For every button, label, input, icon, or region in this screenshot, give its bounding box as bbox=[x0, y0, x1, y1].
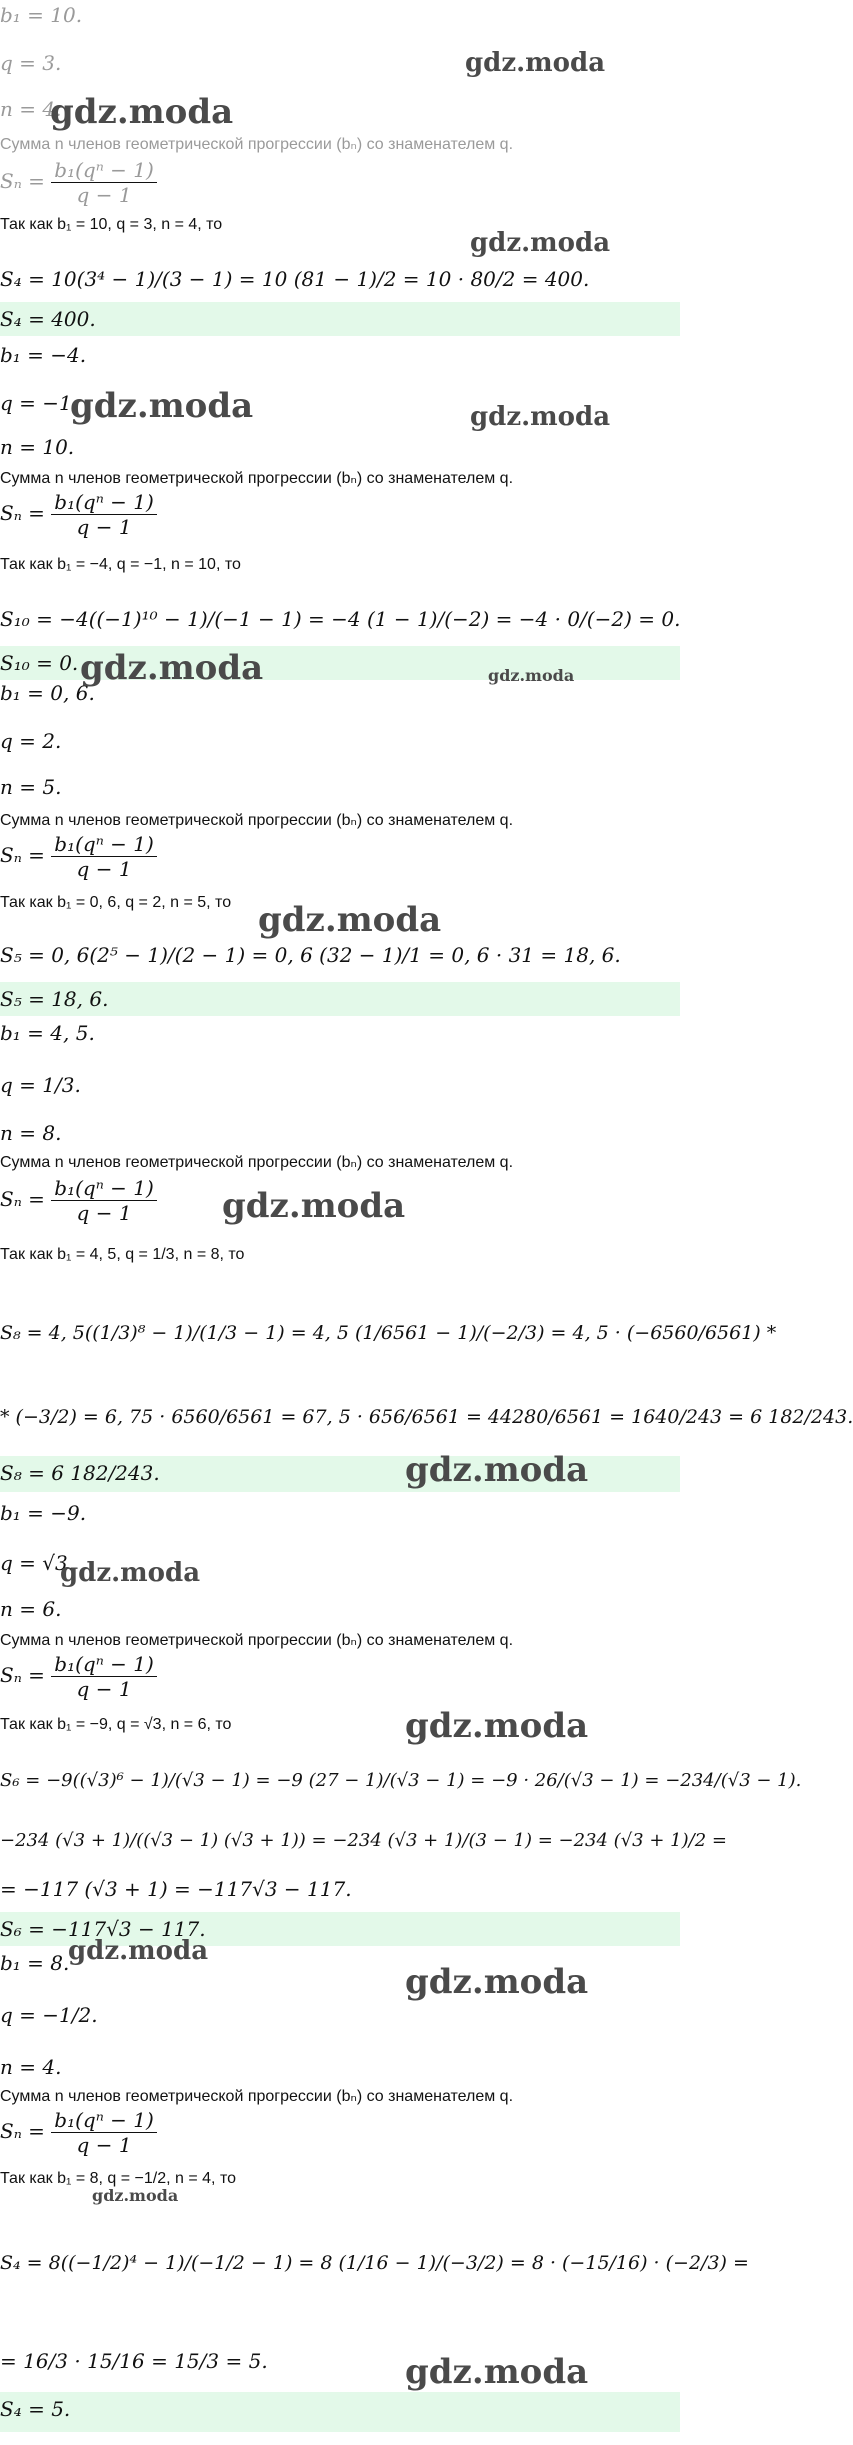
calculation-continued: * (−3/2) = 6, 75 · 6560/6561 = 67, 5 · 656/6561 = 44280/6561 = 1640/243 = 6 182/243. bbox=[0, 1406, 853, 1428]
sum-formula: Sₙ = $\frac{\text{b₁(qⁿ − 1)}}{q - 1}$ bbox=[0, 1652, 157, 1701]
given-line: Так как b₁ = 10, q = 3, n = 4, то bbox=[0, 216, 223, 233]
q-value: q = 1/3. bbox=[0, 1073, 81, 1097]
sum-formula: Sₙ = $\frac{\text{b₁(qⁿ − 1)}}{q - 1}$ bbox=[0, 1176, 157, 1225]
watermark: gdz.moda bbox=[80, 648, 264, 688]
answer-band bbox=[0, 2392, 680, 2432]
given-line: Так как b₁ = −9, q = √3, n = 6, то bbox=[0, 1716, 232, 1733]
b1-value: b₁ = 8. bbox=[0, 1951, 70, 1975]
problem-3 bbox=[0, 680, 680, 1020]
given-line: Так как b₁ = 4, 5, q = 1/3, n = 8, то bbox=[0, 1246, 245, 1263]
calculation: S₄ = 8((−1/2)⁴ − 1)/(−1/2 − 1) = 8 (1/16 − 1)/(−3/2) = 8 · (−15/16) · (−2/3) = bbox=[0, 2252, 749, 2274]
calculation: S₈ = 4, 5((1/3)⁸ − 1)/(1/3 − 1) = 4, 5 (1/6561 − 1)/(−2/3) = 4, 5 · (−6560/6561) * bbox=[0, 1322, 777, 1344]
q-value: q = 3. bbox=[0, 51, 62, 75]
b1-value: b₁ = −4. bbox=[0, 343, 87, 367]
sum-description: Сумма n членов геометрической прогрессии (bₙ) со знаменателем q. bbox=[0, 812, 514, 829]
given-line: Так как b₁ = 0, 6, q = 2, n = 5, то bbox=[0, 894, 232, 911]
watermark: gdz.moda bbox=[60, 1558, 201, 1588]
answer: S₅ = 18, 6. bbox=[0, 987, 109, 1011]
answer: S₈ = 6 182/243. bbox=[0, 1461, 160, 1485]
q-value: q = −1. bbox=[0, 391, 79, 415]
n-value: n = 4. bbox=[0, 2055, 62, 2079]
sum-description: Сумма n членов геометрической прогрессии (bₙ) со знаменателем q. bbox=[0, 470, 514, 487]
b1-value: b₁ = −9. bbox=[0, 1501, 87, 1525]
sum-formula: Sₙ = $\frac{\text{b₁(qⁿ − 1)}}{q - 1}$ bbox=[0, 490, 157, 539]
watermark: gdz.moda bbox=[70, 386, 254, 426]
problem-4 bbox=[0, 1020, 853, 1500]
watermark: gdz.moda bbox=[405, 2352, 589, 2392]
watermark: gdz.moda bbox=[92, 2186, 179, 2205]
sum-formula: Sₙ = $\frac{\text{b₁(qⁿ − 1)}}{q - 1}$ bbox=[0, 832, 157, 881]
sum-description: Сумма n членов геометрической прогрессии (bₙ) со знаменателем q. bbox=[0, 1154, 514, 1171]
watermark: gdz.moda bbox=[405, 1450, 589, 1490]
q-value: q = 2. bbox=[0, 729, 62, 753]
n-value: n = 10. bbox=[0, 435, 75, 459]
calculation: S₅ = 0, 6(2⁵ − 1)/(2 − 1) = 0, 6 (32 − 1)/1 = 0, 6 · 31 = 18, 6. bbox=[0, 943, 621, 967]
sum-description: Сумма n членов геометрической прогрессии (bₙ) со знаменателем q. bbox=[0, 2088, 514, 2105]
q-value: q = −1/2. bbox=[0, 2003, 98, 2027]
n-value: n = 6. bbox=[0, 1597, 62, 1621]
sum-description: Сумма n членов геометрической прогрессии (bₙ) со знаменателем q. bbox=[0, 136, 514, 153]
n-value: n = 5. bbox=[0, 775, 62, 799]
b1-value: b₁ = 4, 5. bbox=[0, 1021, 95, 1045]
sum-description: Сумма n членов геометрической прогрессии (bₙ) со знаменателем q. bbox=[0, 1632, 514, 1649]
watermark: gdz.moda bbox=[68, 1936, 209, 1966]
watermark: gdz.moda bbox=[222, 1186, 406, 1226]
watermark: gdz.moda bbox=[50, 92, 234, 132]
calculation-continued: = 16/3 · 15/16 = 15/3 = 5. bbox=[0, 2349, 268, 2373]
watermark: gdz.moda bbox=[465, 48, 606, 78]
calculation: S₆ = −9((√3)⁶ − 1)/(√3 − 1) = −9 (27 − 1)/(√3 − 1) = −9 · 26/(√3 − 1) = −234/(√3 − 1). bbox=[0, 1770, 802, 1791]
n-value: n = 4. bbox=[0, 97, 62, 121]
watermark: gdz.moda bbox=[405, 1706, 589, 1746]
calculation-continued: −234 (√3 + 1)/((√3 − 1) (√3 + 1)) = −234 (√3 + 1)/(3 − 1) = −234 (√3 + 1)/2 = bbox=[0, 1830, 727, 1851]
answer: S₆ = −117√3 − 117. bbox=[0, 1917, 206, 1941]
answer: S₁₀ = 0. bbox=[0, 651, 79, 675]
sum-formula: Sₙ = $\frac{\text{b₁(qⁿ − 1)}}{q - 1}$ bbox=[0, 158, 157, 207]
q-value: q = √3. bbox=[0, 1551, 75, 1575]
answer: S₄ = 400. bbox=[0, 307, 96, 331]
given-line: Так как b₁ = 8, q = −1/2, n = 4, то bbox=[0, 2170, 236, 2187]
watermark: gdz.moda bbox=[470, 402, 611, 432]
calculation-result: = −117 (√3 + 1) = −117√3 − 117. bbox=[0, 1877, 352, 1901]
answer-band bbox=[0, 302, 680, 336]
b1-value: b₁ = 0, 6. bbox=[0, 681, 95, 705]
calculation: S₄ = 10(3⁴ − 1)/(3 − 1) = 10 (81 − 1)/2 = 10 · 80/2 = 400. bbox=[0, 267, 590, 291]
answer: S₄ = 5. bbox=[0, 2397, 71, 2421]
watermark: gdz.moda bbox=[405, 1962, 589, 2002]
n-value: n = 8. bbox=[0, 1121, 62, 1145]
calculation: S₁₀ = −4((−1)¹⁰ − 1)/(−1 − 1) = −4 (1 − 1)/(−2) = −4 · 0/(−2) = 0. bbox=[0, 607, 681, 631]
answer-band bbox=[0, 982, 680, 1016]
given-line: Так как b₁ = −4, q = −1, n = 10, то bbox=[0, 556, 241, 573]
watermark: gdz.moda bbox=[258, 900, 442, 940]
watermark: gdz.moda bbox=[470, 228, 611, 258]
sum-formula: Sₙ = $\frac{\text{b₁(qⁿ − 1)}}{q - 1}$ bbox=[0, 2108, 157, 2157]
watermark: gdz.moda bbox=[488, 666, 575, 685]
b1-value: b₁ = 10. bbox=[0, 3, 83, 27]
